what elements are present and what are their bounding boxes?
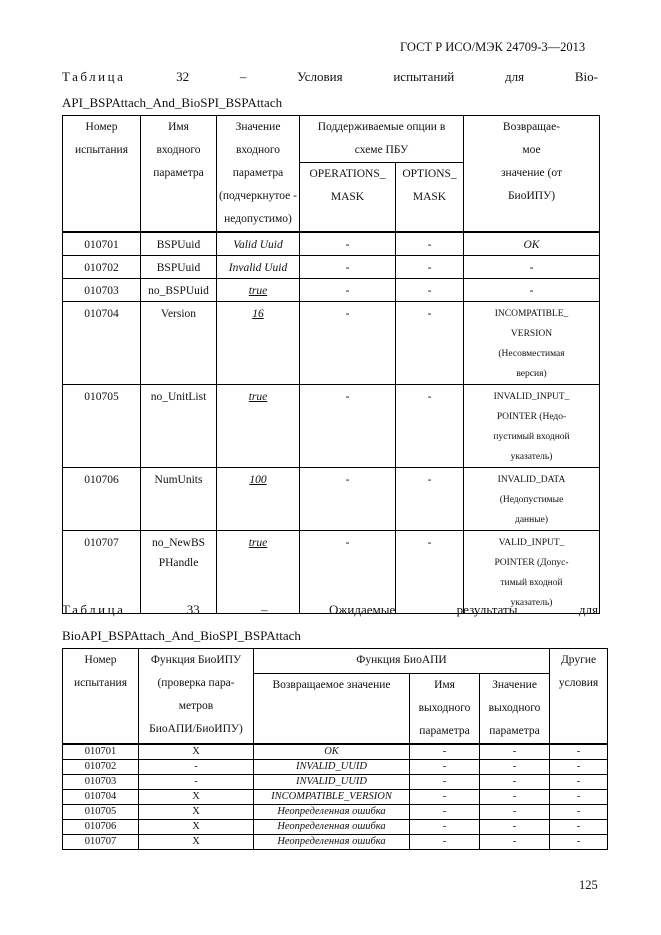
input-name-cell: BSPUuid <box>141 232 217 256</box>
test-number-cell: 010702 <box>63 760 139 775</box>
caption-word: – <box>261 602 268 617</box>
options-mask-cell: - <box>396 468 464 531</box>
output-name-cell: - <box>410 760 480 775</box>
header-output-value: Значение выходного параметра <box>480 674 550 745</box>
test-number-cell: 010706 <box>63 820 139 835</box>
bsp-function-cell: X <box>139 744 254 760</box>
test-number-cell: 010701 <box>63 232 141 256</box>
table-row <box>63 835 608 850</box>
input-value-cell: 100 <box>217 468 300 531</box>
other-conditions-cell: - <box>550 835 608 850</box>
bsp-function-cell: X <box>139 805 254 820</box>
return-value-cell: - <box>464 279 600 302</box>
output-name-cell: - <box>410 744 480 760</box>
test-number-cell: 010704 <box>63 302 141 385</box>
bsp-function-cell: X <box>139 790 254 805</box>
table-row <box>63 232 600 256</box>
return-value-cell: Неопределенная ошибка <box>254 835 410 850</box>
return-value-cell: - <box>464 256 600 279</box>
caption-word: испытаний <box>393 69 455 84</box>
other-conditions-cell: - <box>550 744 608 760</box>
input-name-cell: no_BSPUuid <box>141 279 217 302</box>
table-row <box>63 256 600 279</box>
caption-word: Таблица <box>62 69 126 84</box>
bsp-function-cell: X <box>139 820 254 835</box>
caption-word: Таблица <box>62 602 126 617</box>
header-api-function: Функция БиоАПИ <box>254 649 550 674</box>
return-value-cell: INCOMPATIBLE_ VERSION (Несовместимая версия) <box>464 302 600 385</box>
table-row <box>63 760 608 775</box>
options-mask-cell: - <box>396 232 464 256</box>
return-value-cell: OK <box>464 232 600 256</box>
operations-mask-cell: - <box>300 385 396 468</box>
other-conditions-cell: - <box>550 790 608 805</box>
return-value-cell: INCOMPATIBLE_VERSION <box>254 790 410 805</box>
caption-word: – <box>239 69 247 84</box>
bsp-function-cell: - <box>139 775 254 790</box>
return-value-cell: OK <box>254 744 410 760</box>
other-conditions-cell: - <box>550 760 608 775</box>
operations-mask-cell: - <box>300 468 396 531</box>
input-value-cell: 16 <box>217 302 300 385</box>
test-number-cell: 010704 <box>63 790 139 805</box>
header-return-value: Возвращаемое значение <box>254 674 410 745</box>
other-conditions-cell: - <box>550 820 608 835</box>
header-options-mask: OPTIONS_ MASK <box>396 163 464 233</box>
output-value-cell: - <box>480 790 550 805</box>
table-row <box>63 385 600 468</box>
output-value-cell: - <box>480 805 550 820</box>
options-mask-cell: - <box>396 302 464 385</box>
input-value-cell: true <box>217 531 300 614</box>
input-name-cell: no_NewBS PHandle <box>141 531 217 614</box>
output-value-cell: - <box>480 775 550 790</box>
input-value-cell: Invalid Uuid <box>217 256 300 279</box>
output-name-cell: - <box>410 835 480 850</box>
caption-word: Условия <box>297 69 343 84</box>
test-number-cell: 010703 <box>63 279 141 302</box>
operations-mask-cell: - <box>300 232 396 256</box>
table33-caption <box>62 597 598 649</box>
operations-mask-cell: - <box>300 279 396 302</box>
header-return: Возвращае- мое значение (от БиоИПУ) <box>464 116 600 233</box>
caption-word: результаты <box>456 602 518 617</box>
return-value-cell: INVALID_UUID <box>254 775 410 790</box>
caption-word: для <box>578 602 598 617</box>
header-test-no: Номер испытания <box>63 649 139 745</box>
operations-mask-cell: - <box>300 531 396 614</box>
table-row <box>63 805 608 820</box>
caption-word: 33 <box>186 602 200 617</box>
table-33 <box>62 648 608 850</box>
options-mask-cell: - <box>396 385 464 468</box>
output-name-cell: - <box>410 805 480 820</box>
header-operations-mask: OPERATIONS_ MASK <box>300 163 396 233</box>
test-number-cell: 010707 <box>63 835 139 850</box>
table-row <box>63 302 600 385</box>
operations-mask-cell: - <box>300 256 396 279</box>
header-other-conditions: Другие условия <box>550 649 608 745</box>
output-name-cell: - <box>410 775 480 790</box>
output-name-cell: - <box>410 790 480 805</box>
caption-line-2: API_BSPAttach_And_BioSPI_BSPAttach <box>62 95 283 110</box>
test-number-cell: 010703 <box>63 775 139 790</box>
table-row <box>63 468 600 531</box>
table-32 <box>62 115 600 614</box>
input-name-cell: NumUnits <box>141 468 217 531</box>
return-value-cell: INVALID_INPUT_ POINTER (Недо- пустимый входной указатель) <box>464 385 600 468</box>
bsp-function-cell: - <box>139 760 254 775</box>
options-mask-cell: - <box>396 256 464 279</box>
table-row <box>63 775 608 790</box>
input-value-cell: true <box>217 385 300 468</box>
output-value-cell: - <box>480 820 550 835</box>
return-value-cell: VALID_INPUT_ POINTER (Допус- тимый входной указатель) <box>464 531 600 614</box>
test-number-cell: 010705 <box>63 385 141 468</box>
bsp-function-cell: X <box>139 835 254 850</box>
input-value-cell: Valid Uuid <box>217 232 300 256</box>
table32-caption <box>62 64 598 116</box>
test-number-cell: 010707 <box>63 531 141 614</box>
test-number-cell: 010705 <box>63 805 139 820</box>
other-conditions-cell: - <box>550 805 608 820</box>
header-input-value: Значение входного параметра (подчеркнутое - недопустимо) <box>217 116 300 233</box>
test-number-cell: 010706 <box>63 468 141 531</box>
standard-header: ГОСТ Р ИСО/МЭК 24709-3—2013 <box>400 40 586 54</box>
table-row <box>63 790 608 805</box>
header-input-name: Имя входного параметра <box>141 116 217 233</box>
output-value-cell: - <box>480 760 550 775</box>
return-value-cell: INVALID_UUID <box>254 760 410 775</box>
header-output-name: Имя выходного параметра <box>410 674 480 745</box>
output-value-cell: - <box>480 744 550 760</box>
caption-line-2: BioAPI_BSPAttach_And_BioSPI_BSPAttach <box>62 628 301 643</box>
caption-word: для <box>505 69 525 84</box>
caption-word: Ожидаемые <box>329 602 396 617</box>
table-row <box>63 279 600 302</box>
table-row <box>63 820 608 835</box>
return-value-cell: Неопределенная ошибка <box>254 805 410 820</box>
output-value-cell: - <box>480 835 550 850</box>
test-number-cell: 010701 <box>63 744 139 760</box>
input-name-cell: no_UnitList <box>141 385 217 468</box>
input-value-cell: true <box>217 279 300 302</box>
input-name-cell: BSPUuid <box>141 256 217 279</box>
operations-mask-cell: - <box>300 302 396 385</box>
table-row <box>63 744 608 760</box>
options-mask-cell: - <box>396 279 464 302</box>
header-bsp-function: Функция БиоИПУ (проверка пара- метров БиоАПИ/БиоИПУ) <box>139 649 254 745</box>
input-name-cell: Version <box>141 302 217 385</box>
options-mask-cell: - <box>396 531 464 614</box>
caption-word: Bio- <box>574 69 598 84</box>
output-name-cell: - <box>410 820 480 835</box>
return-value-cell: INVALID_DATA (Недопустимые данные) <box>464 468 600 531</box>
caption-word: 32 <box>176 69 190 84</box>
header-test-no: Номер испытания <box>63 116 141 233</box>
header-options: Поддерживаемые опции в схеме ПБУ <box>300 116 464 163</box>
test-number-cell: 010702 <box>63 256 141 279</box>
page-number: 125 <box>579 878 598 892</box>
return-value-cell: Неопределенная ошибка <box>254 820 410 835</box>
other-conditions-cell: - <box>550 775 608 790</box>
